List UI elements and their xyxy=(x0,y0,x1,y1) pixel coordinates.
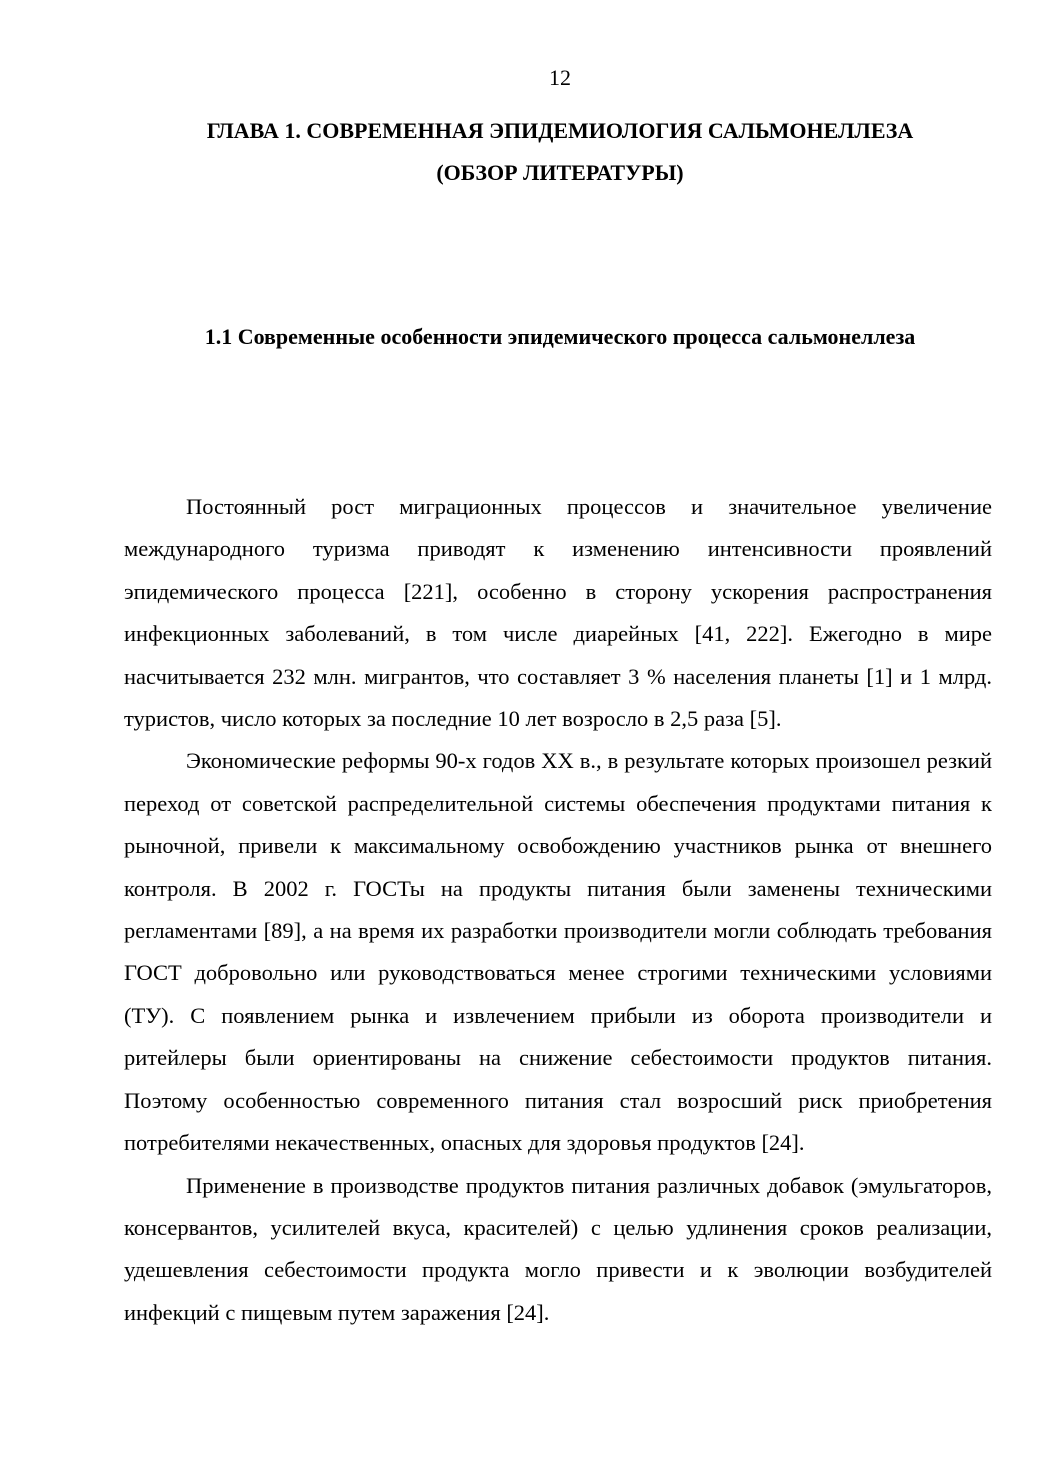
chapter-title-line-2: (ОБЗОР ЛИТЕРАТУРЫ) xyxy=(436,160,684,185)
section-title: 1.1 Современные особенности эпидемического процесса сальмонеллеза xyxy=(204,324,916,349)
paragraph-2: Экономические реформы 90-х годов XX в., в результате которых произошел резкий переход от советской распределительной системы обеспечения продуктами питания к рыночной, привели к максимальному освобождению участников рынка от внешнего контроля. В 2002 г. ГОСТы на продукты питания были заменены техническими регламентами [89], а на время их разработки производители могли соблюдать требования ГОСТ добровольно или руководствоваться менее строгими техническими условиями (ТУ). С появлением рынка и извлечением прибыли из оборота производители и ритейлеры были ориентированы на снижение себестоимости продуктов питания. Поэтому особенностью современного питания стал возросший риск приобретения потребителями некачественных, опасных для здоровья продуктов [24]. xyxy=(124,748,992,1156)
chapter-title-line-1: ГЛАВА 1. СОВРЕМЕННАЯ ЭПИДЕМИОЛОГИЯ САЛЬМОНЕЛЛЕЗА xyxy=(206,118,914,143)
body-text xyxy=(124,486,992,1334)
page-number: 12 xyxy=(549,65,571,90)
paragraph-1: Постоянный рост миграционных процессов и значительное увеличение международного туризма приводят к изменению интенсивности проявлений эпидемического процесса [221], особенно в сторону ускорения распространения инфекционных заболеваний, в том числе диарейных [41, 222]. Ежегодно в мире насчитывается 232 млн. мигрантов, что составляет 3 % населения планеты [1] и 1 млрд. туристов, число которых за последние 10 лет возросло в 2,5 раза [5]. xyxy=(124,494,992,732)
paragraph-3: Применение в производстве продуктов питания различных добавок (эмульгаторов, консервантов, усилителей вкуса, красителей) с целью удлинения сроков реализации, удешевления себестоимости продукта могло привести и к эволюции возбудителей инфекций с пищевым путем заражения [24]. xyxy=(124,1172,992,1325)
chapter-title xyxy=(120,110,1000,194)
